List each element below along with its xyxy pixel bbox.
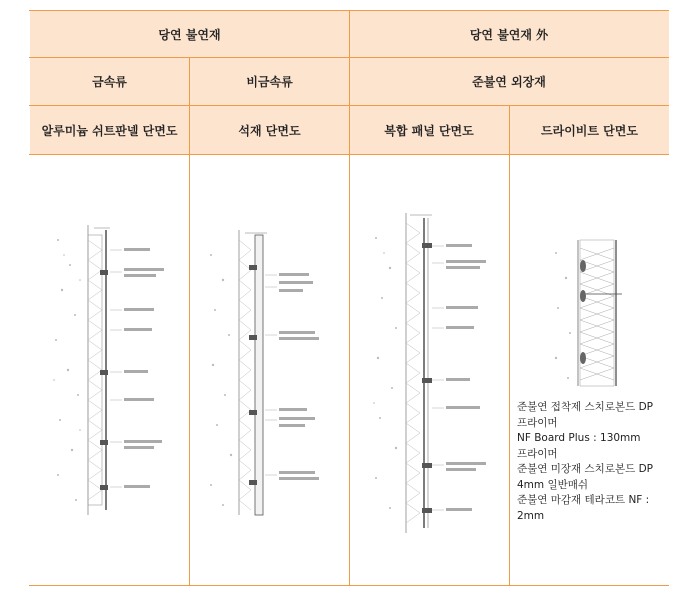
header-stone-section: 석재 단면도 [190,106,349,154]
stone-section-drawing [205,225,345,520]
header-aluminum-section: 알루미늄 쉬트판넬 단면도 [30,106,189,154]
header-composite-section: 복합 패널 단면도 [349,106,509,154]
spec-line: 프라이머 [517,416,558,429]
spec-line: 프라이머 [517,447,558,460]
dryvit-section-drawing [550,238,630,388]
spec-line: 4mm 일반매쉬 [517,478,589,491]
header-nonflammable: 당연 불연재 [30,11,349,57]
composite-panel-section-drawing [370,208,505,538]
spec-line: 준불연 접착제 스치로본드 DP [517,401,654,413]
spec-line: 준불연 마감재 테라코트 NF : [517,494,650,506]
spec-line: NF Board Plus : 130mm [517,432,641,444]
column-divider-metal [189,57,190,586]
spec-line: 준불연 미장재 스치로본드 DP [517,463,654,475]
header-non-nonflammable: 당연 불연재 外 [349,11,669,57]
column-divider-main [349,10,350,586]
header-dryvit-section: 드라이비트 단면도 [510,106,669,154]
column-divider-dryvit [509,105,510,586]
dryvit-spec-list [517,400,667,524]
aluminum-panel-section-drawing [50,220,180,520]
header-semi-nonflammable-cladding: 준불연 외장재 [349,58,669,105]
header-nonmetal: 비금속류 [190,58,349,105]
spec-line: 2mm [517,509,545,522]
header-metal: 금속류 [30,58,189,105]
